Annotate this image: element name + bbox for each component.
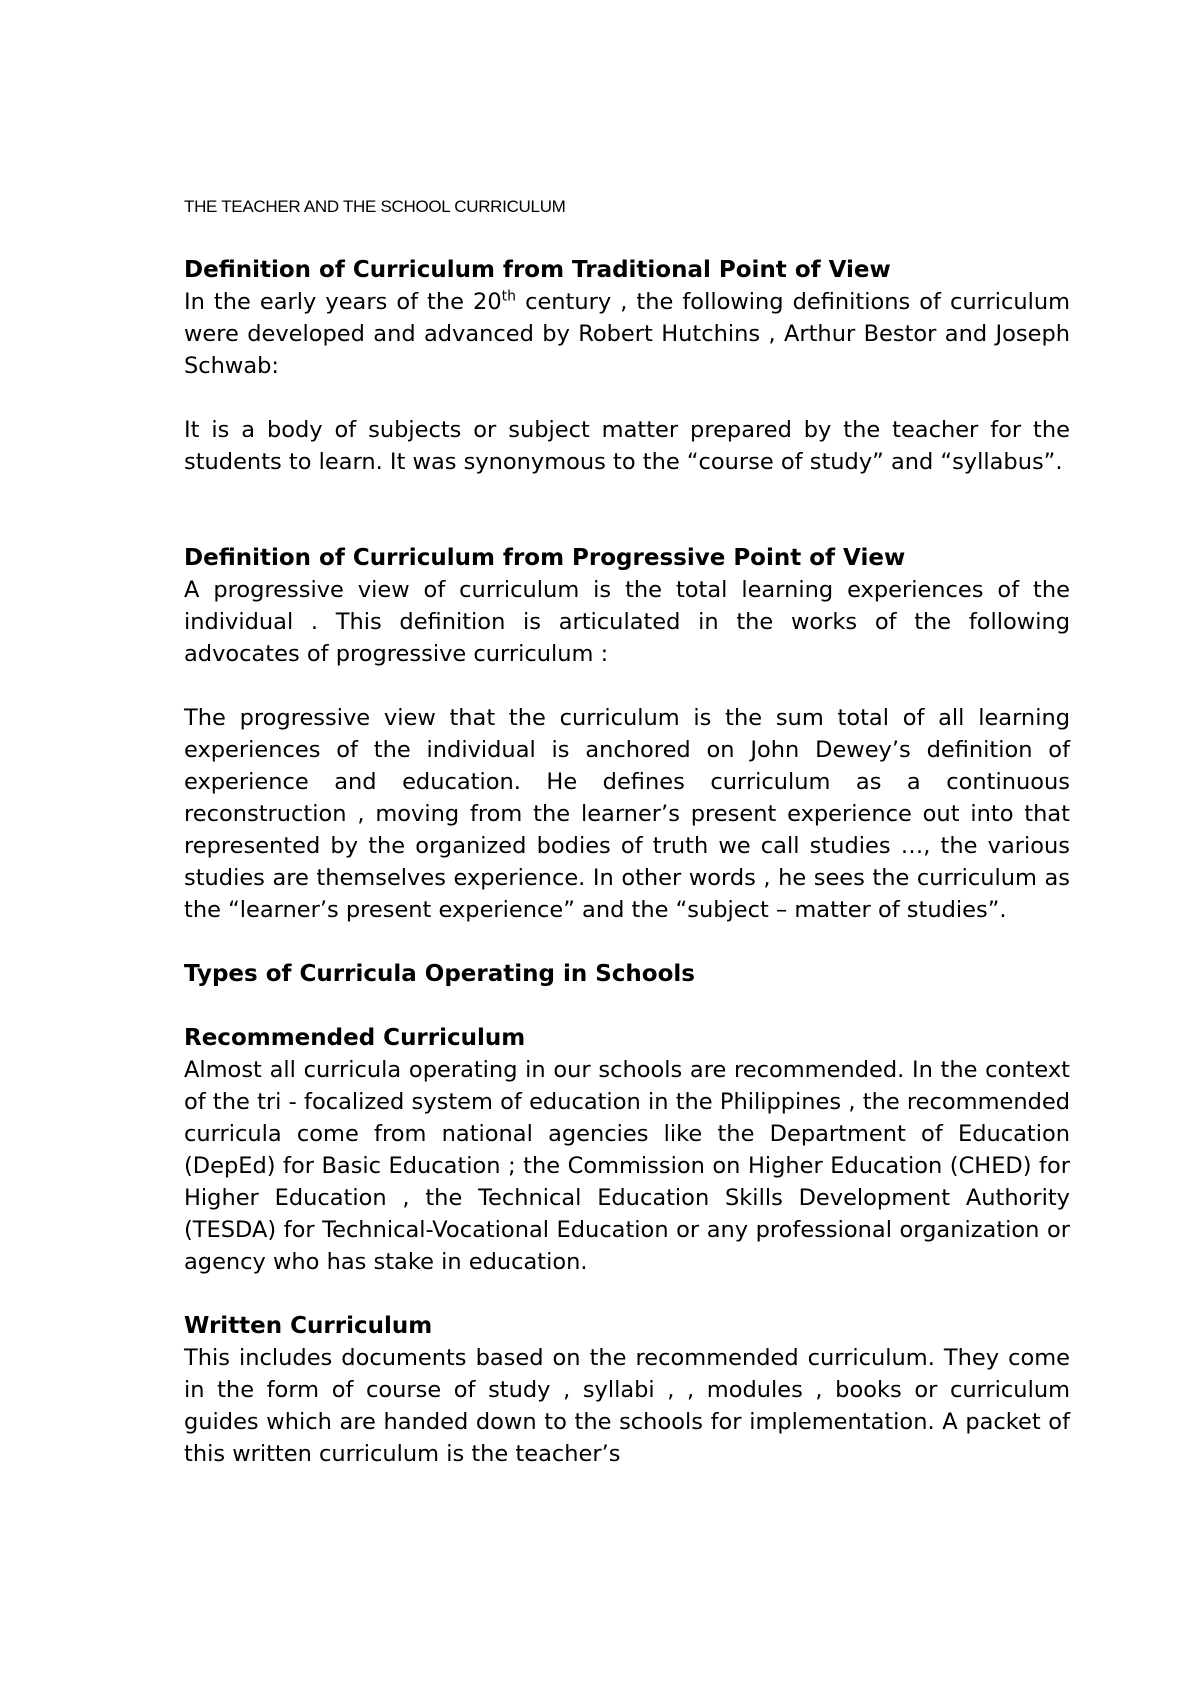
paragraph-progressive-body: The progressive view that the curriculum is the sum total of all learning experiences of the individual is anchored on John Dewey’s definition of experience and education. He defines curriculum as a continuous reconstruction , moving from the learner’s present experience out into that represented by the organized bodies of truth we call studies …, the various studies are themselves experience. In other words , he sees the curriculum as the “learner’s present experience” and the “subject – matter of studies”.	[184, 705, 1070, 923]
heading-types-of-curricula: Types of Curricula Operating in Schools	[184, 961, 695, 987]
spacer	[184, 926, 1070, 958]
paragraph-traditional-intro	[184, 286, 1070, 382]
spacer	[184, 478, 1070, 542]
heading-traditional: Definition of Curriculum from Traditional Point of View	[184, 257, 891, 283]
paragraph-traditional-definition: It is a body of subjects or subject matter prepared by the teacher for the students to learn. It was synonymous to the “course of study” and “syllabus”.	[184, 417, 1070, 475]
traditional-intro-text-a: In the early years of the 20	[184, 289, 502, 315]
heading-progressive: Definition of Curriculum from Progressive Point of View	[184, 545, 906, 571]
paragraph-recommended-curriculum: Almost all curricula operating in our schools are recommended. In the context of the tri - focalized system of education in the Philippines , the recommended curricula come from national agencies like the Department of Education (DepEd) for Basic Education ; the Commission on Higher Education (CHED) for Higher Education , the Technical Education Skills Development Authority (TESDA) for Technical-Vocational Education or any professional organization or agency who has stake in education.	[184, 1057, 1070, 1275]
document-title: THE TEACHER AND THE SCHOOL CURRICULUM	[184, 197, 566, 216]
spacer	[184, 1278, 1070, 1310]
spacer	[184, 990, 1070, 1022]
heading-written-curriculum: Written Curriculum	[184, 1313, 433, 1339]
traditional-intro-superscript: th	[501, 288, 517, 305]
heading-recommended-curriculum: Recommended Curriculum	[184, 1025, 526, 1051]
paragraph-progressive-intro: A progressive view of curriculum is the total learning experiences of the individual . This definition is articulated in the works of the following advocates of progressive curriculum :	[184, 577, 1070, 667]
spacer	[184, 670, 1070, 702]
paragraph-written-curriculum: This includes documents based on the recommended curriculum. They come in the form of course of study , syllabi , , modules , books or curriculum guides which are handed down to the schools for implementation. A packet of this written curriculum is the teacher’s	[184, 1345, 1070, 1467]
traditional-intro-text-b: century , the following definitions of curriculum were developed and advanced by Robert Hutchins , Arthur Bestor and Joseph Schwab:	[184, 289, 1071, 379]
document-content	[184, 196, 1070, 1470]
spacer	[184, 382, 1070, 414]
